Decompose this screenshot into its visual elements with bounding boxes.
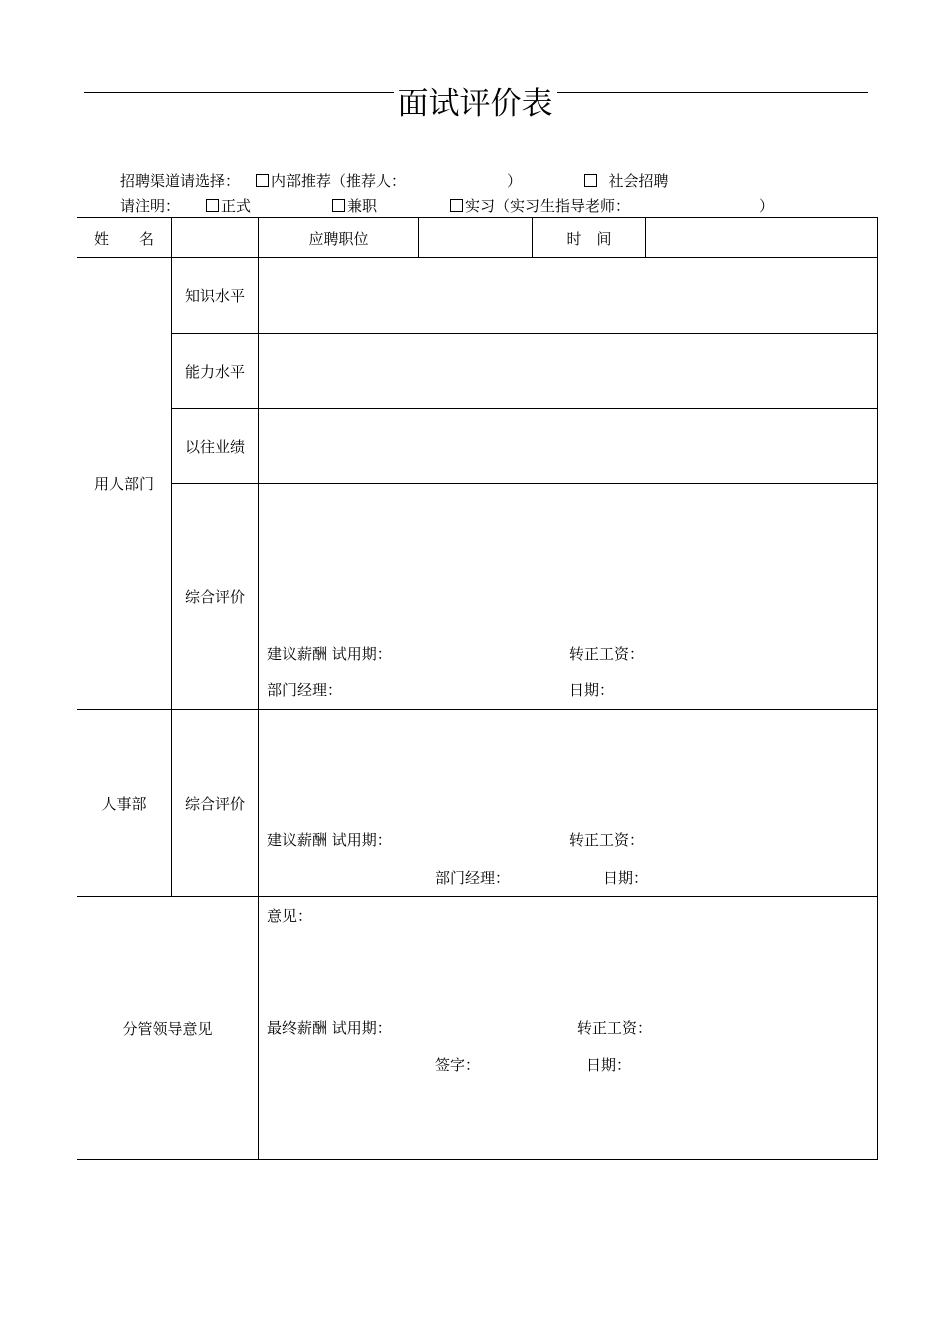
leader-date-label: 日期： <box>586 1056 632 1074</box>
formal-option[interactable] <box>206 196 251 216</box>
ability-field[interactable] <box>259 334 877 408</box>
parttime-option[interactable] <box>332 196 377 216</box>
position-label: 应聘职位 <box>308 229 369 248</box>
internal-option[interactable] <box>256 171 406 191</box>
name-field[interactable] <box>172 218 258 258</box>
parttime-checkbox[interactable] <box>332 199 345 212</box>
leader-regular-label: 转正工资： <box>577 1019 653 1037</box>
note-label: 请注明： <box>120 197 181 215</box>
employer-date-label: 日期： <box>569 681 615 699</box>
formal-label: 正式 <box>221 197 252 215</box>
position-field[interactable] <box>419 218 532 258</box>
time-label: 时 间 <box>566 229 612 248</box>
page-title: 面试评价表 <box>0 84 950 124</box>
intern-option[interactable] <box>450 196 630 216</box>
name-label: 姓 名 <box>93 229 154 248</box>
performance-field[interactable] <box>259 409 877 483</box>
employer-overall-label: 综合评价 <box>184 588 245 606</box>
intern-checkbox[interactable] <box>450 199 463 212</box>
performance-label: 以往业绩 <box>184 437 245 456</box>
time-field[interactable] <box>646 218 877 258</box>
rule-performance <box>171 483 878 484</box>
internal-close: ） <box>507 172 523 190</box>
knowledge-label: 知识水平 <box>184 287 245 305</box>
hr-date-label: 日期： <box>603 869 649 887</box>
employer-regular-label: 转正工资： <box>569 645 645 663</box>
employer-salary-label: 建议薪酬 试用期： <box>267 645 392 663</box>
hr-dept-label: 人事部 <box>101 794 147 813</box>
formal-checkbox[interactable] <box>206 199 219 212</box>
rule-bottom <box>77 1159 878 1160</box>
leader-salary-label: 最终薪酬 试用期： <box>267 1019 392 1037</box>
intern-close: ） <box>759 197 775 215</box>
knowledge-field[interactable] <box>259 258 877 333</box>
internal-checkbox[interactable] <box>256 174 269 187</box>
social-option[interactable] <box>584 171 669 191</box>
parttime-label: 兼职 <box>347 197 378 215</box>
hr-manager-label: 部门经理： <box>435 869 511 887</box>
intern-label: 实习（实习生指导老师： <box>465 197 631 215</box>
employer-dept-label: 用人部门 <box>93 475 154 493</box>
col-rule-right <box>877 217 878 1160</box>
hr-overall-label: 综合评价 <box>184 794 245 813</box>
leader-sign-label: 签字： <box>435 1056 481 1074</box>
hr-regular-label: 转正工资： <box>569 831 645 849</box>
employer-manager-label: 部门经理： <box>267 681 343 699</box>
leader-label: 分管领导意见 <box>122 1019 213 1038</box>
internal-label: 内部推荐（推荐人： <box>271 172 407 190</box>
ability-label: 能力水平 <box>184 362 245 381</box>
social-checkbox[interactable] <box>584 174 597 187</box>
hr-salary-label: 建议薪酬 试用期： <box>267 831 392 849</box>
leader-opinion-label: 意见： <box>267 907 313 925</box>
channel-label: 招聘渠道请选择： <box>120 172 241 190</box>
social-label: 社会招聘 <box>608 172 669 190</box>
